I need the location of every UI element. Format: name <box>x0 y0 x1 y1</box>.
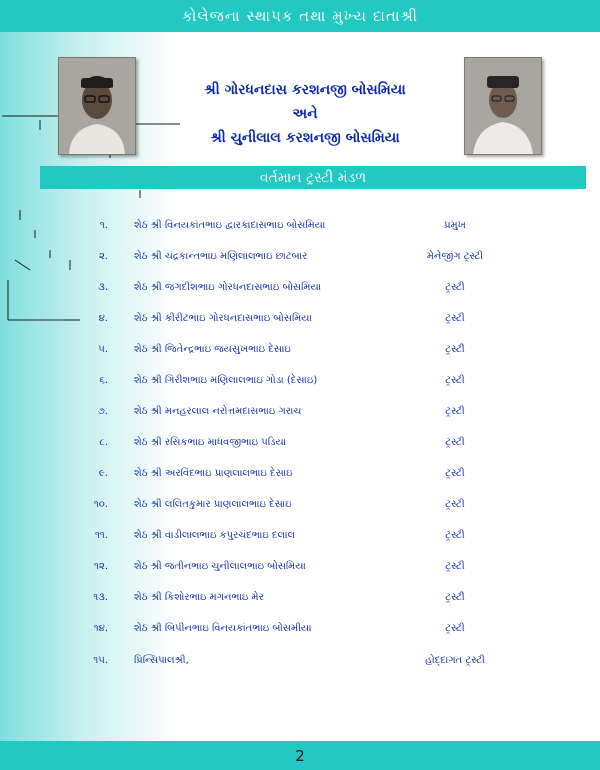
trustee-role: ટ્રસ્ટી <box>445 375 465 386</box>
trustee-name: શેઠ શ્રી જગદીશભાઇ ગોરધનદાસભાઇ બોસમિયા <box>134 282 322 293</box>
trustee-number: ૭. <box>97 406 108 417</box>
trustee-role: હોદ્દાગત ટ્રસ્ટી <box>425 655 485 666</box>
trustee-row <box>0 372 600 390</box>
founder-name-1: શ્રી ગોરધનદાસ કરશનજી બોસમિયા <box>204 82 406 98</box>
trustee-name: શેઠ શ્રી વિનયકાંતભાઇ દ્વારકાદાસભાઇ બોસમિયા <box>134 220 326 231</box>
trustee-row <box>0 310 600 328</box>
trustee-name: શેઠ શ્રી જતીનભાઇ ચુનીલાલભાઇ બોસમિયા <box>134 561 306 572</box>
trustee-number: ૯. <box>98 468 108 479</box>
founders-names <box>150 78 460 150</box>
trustee-name: પ્રિન્સિપાલશ્રી, <box>134 655 189 666</box>
trustee-row <box>0 403 600 421</box>
section-title-bar <box>40 166 586 189</box>
trustee-name: શેઠ શ્રી કિશોરભાઇ મગનભાઇ મેર <box>134 592 264 603</box>
trustee-role: ટ્રસ્ટી <box>445 313 465 324</box>
trustee-number: ૧. <box>99 220 108 231</box>
trustee-role: ટ્રસ્ટી <box>445 282 465 293</box>
trustee-number: ૨. <box>98 251 108 262</box>
trustee-number: ૫. <box>98 344 108 355</box>
footer-bar <box>0 741 600 770</box>
man-portrait-icon <box>465 58 541 154</box>
man-portrait-icon <box>59 58 135 154</box>
trustee-row <box>0 248 600 266</box>
founders-conjunction: અને <box>292 106 318 122</box>
trustee-role: ટ્રસ્ટી <box>445 561 465 572</box>
header-bar <box>0 0 600 32</box>
trustee-role: ટ્રસ્ટી <box>445 468 465 479</box>
trustee-name: શેઠ શ્રી વાડીલાલભાઇ કપુરચંદભાઇ દલાલ <box>134 530 296 541</box>
trustee-number: ૪. <box>98 313 108 324</box>
trustee-number: ૧૪. <box>93 623 108 634</box>
trustee-name: શેઠ શ્રી લલિતકુમાર પ્રાણલાલભાઇ દેસાઇ <box>134 499 292 510</box>
trustee-number: ૧૦. <box>93 499 108 510</box>
trustee-role: મેનેજીંગ ટ્રસ્ટી <box>426 251 484 262</box>
trustee-row <box>0 527 600 545</box>
trustee-name: શેઠ શ્રી બિપીનભાઇ વિનયકાંતભાઇ બોસમીયા <box>134 623 312 634</box>
trustee-name: શેઠ શ્રી ચંદ્રકાન્તભાઇ મણિલાલભાઇ છાટબાર <box>134 251 308 262</box>
trustee-number: ૧૨. <box>94 561 108 572</box>
trustee-number: ૩. <box>98 282 108 293</box>
trustee-row <box>0 217 600 235</box>
trustee-name: શેઠ શ્રી ગિરીશભાઇ મણિલાલભાઇ ગોડા (દેસાઇ) <box>134 375 318 386</box>
trustee-row <box>0 496 600 514</box>
founder-portrait-left <box>58 57 136 155</box>
trustee-role: ટ્રસ્ટી <box>445 437 465 448</box>
trustee-name: શેઠ શ્રી મનહરલાલ નરોત્તમદાસભાઇ ગરાચ <box>134 406 302 417</box>
trustee-row <box>0 279 600 297</box>
trustee-number: ૧૩. <box>93 592 108 603</box>
founder-portrait-right <box>464 57 542 155</box>
trustee-row <box>0 434 600 452</box>
trustee-name: શેઠ શ્રી જિતેન્દ્રભાઇ જયસુખભાઇ દેસાઇ <box>134 344 291 355</box>
page-number: 2 <box>295 746 305 765</box>
trustee-number: ૬. <box>99 375 108 386</box>
trustee-role: ટ્રસ્ટી <box>445 623 465 634</box>
trustee-row <box>0 558 600 576</box>
founder-name-2: શ્રી ચુનીલાલ કરશનજી બોસમિયા <box>210 130 400 146</box>
trustee-role: પ્રમુખ <box>444 220 466 231</box>
trustee-row <box>0 620 600 638</box>
trustee-name: શેઠ શ્રી અરવિંદભાઇ પ્રાણલાલભાઇ દેસાઇ <box>134 468 293 479</box>
trustee-number: ૮. <box>99 437 108 448</box>
trustee-row <box>0 652 600 670</box>
trustee-number: ૧૧. <box>95 530 108 541</box>
trustee-role: ટ્રસ્ટી <box>445 592 465 603</box>
trustee-role: ટ્રસ્ટી <box>445 406 465 417</box>
trustee-number: ૧૫. <box>93 655 108 666</box>
header-title: કોલેજના સ્થાપક તથા મુખ્ય દાતાશ્રી <box>181 7 419 25</box>
trustee-name: શેઠ શ્રી રસિકભાઇ માધવજીભાઇ પડિયા <box>134 437 287 448</box>
trustee-row <box>0 341 600 359</box>
trustee-role: ટ્રસ્ટી <box>445 499 465 510</box>
trustee-name: શેઠ શ્રી કીરીટભાઇ ગોરધનદાસભાઇ બોસમિયા <box>134 313 312 324</box>
section-title: વર્તમાન ટ્રસ્ટી મંડળ <box>259 169 367 186</box>
trustee-role: ટ્રસ્ટી <box>445 530 465 541</box>
trustee-role: ટ્રસ્ટી <box>445 344 465 355</box>
trustee-row <box>0 589 600 607</box>
trustee-row <box>0 465 600 483</box>
